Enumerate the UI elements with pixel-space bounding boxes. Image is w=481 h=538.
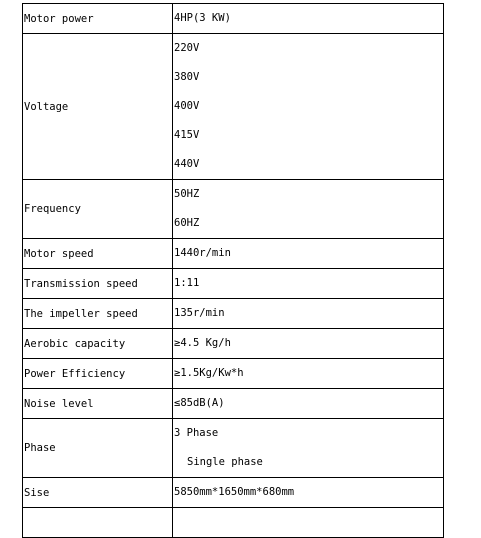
spec-value-line: 135r/min — [174, 307, 225, 319]
spec-label: Phase — [23, 419, 173, 478]
table-row — [23, 329, 444, 359]
spec-value-line: 1440r/min — [174, 247, 231, 259]
spec-label: Motor speed — [23, 239, 173, 269]
table-row — [23, 299, 444, 329]
spec-value — [173, 359, 444, 389]
spec-label: Motor power — [23, 4, 173, 34]
spec-label: Transmission speed — [23, 269, 173, 299]
spec-value-line — [174, 508, 443, 537]
spec-value-line: 4HP(3 KW) — [174, 12, 231, 24]
table-row — [23, 508, 444, 538]
spec-value-line: 1:11 — [174, 277, 200, 289]
spec-value-line: 60HZ — [174, 217, 200, 229]
spec-label: Noise level — [23, 389, 173, 419]
spec-value — [173, 478, 444, 508]
spec-value-line: 50HZ — [174, 188, 200, 200]
spec-label: The impeller speed — [23, 299, 173, 329]
spec-value-line: 415V — [174, 129, 200, 141]
spec-value-line: ≥4.5 Kg/h — [174, 337, 231, 349]
spec-value-line: 5850mm*1650mm*680mm — [174, 486, 295, 498]
table-row — [23, 239, 444, 269]
spec-value — [173, 299, 444, 329]
spec-label — [23, 508, 173, 538]
spec-value-line: 400V — [174, 100, 200, 112]
spec-value — [173, 34, 444, 180]
spec-value-line: ≥1.5Kg/Kw*h — [174, 367, 244, 379]
spec-value — [173, 239, 444, 269]
spec-value-line: 440V — [174, 158, 200, 170]
table-row — [23, 180, 444, 239]
spec-value-line: Single phase — [187, 456, 263, 468]
spec-label: Sise — [23, 478, 173, 508]
table-row — [23, 389, 444, 419]
table-row — [23, 359, 444, 389]
table-row — [23, 4, 444, 34]
spec-value — [173, 4, 444, 34]
spec-label: Voltage — [23, 34, 173, 180]
table-row — [23, 269, 444, 299]
table-row — [23, 419, 444, 478]
table-row — [23, 34, 444, 180]
spec-value — [173, 180, 444, 239]
spec-value — [173, 508, 444, 538]
spec-value — [173, 389, 444, 419]
spec-value — [173, 419, 444, 478]
spec-value-line: 3 Phase — [174, 427, 219, 439]
spec-label: Aerobic capacity — [23, 329, 173, 359]
spec-value-line: 220V — [174, 42, 200, 54]
spec-value — [173, 329, 444, 359]
specifications-table — [22, 3, 444, 538]
spec-label: Frequency — [23, 180, 173, 239]
spec-value-line: 380V — [174, 71, 200, 83]
spec-value-line: ≤85dB(A) — [174, 397, 225, 409]
spec-value — [173, 269, 444, 299]
spec-label: Power Efficiency — [23, 359, 173, 389]
table-row — [23, 478, 444, 508]
